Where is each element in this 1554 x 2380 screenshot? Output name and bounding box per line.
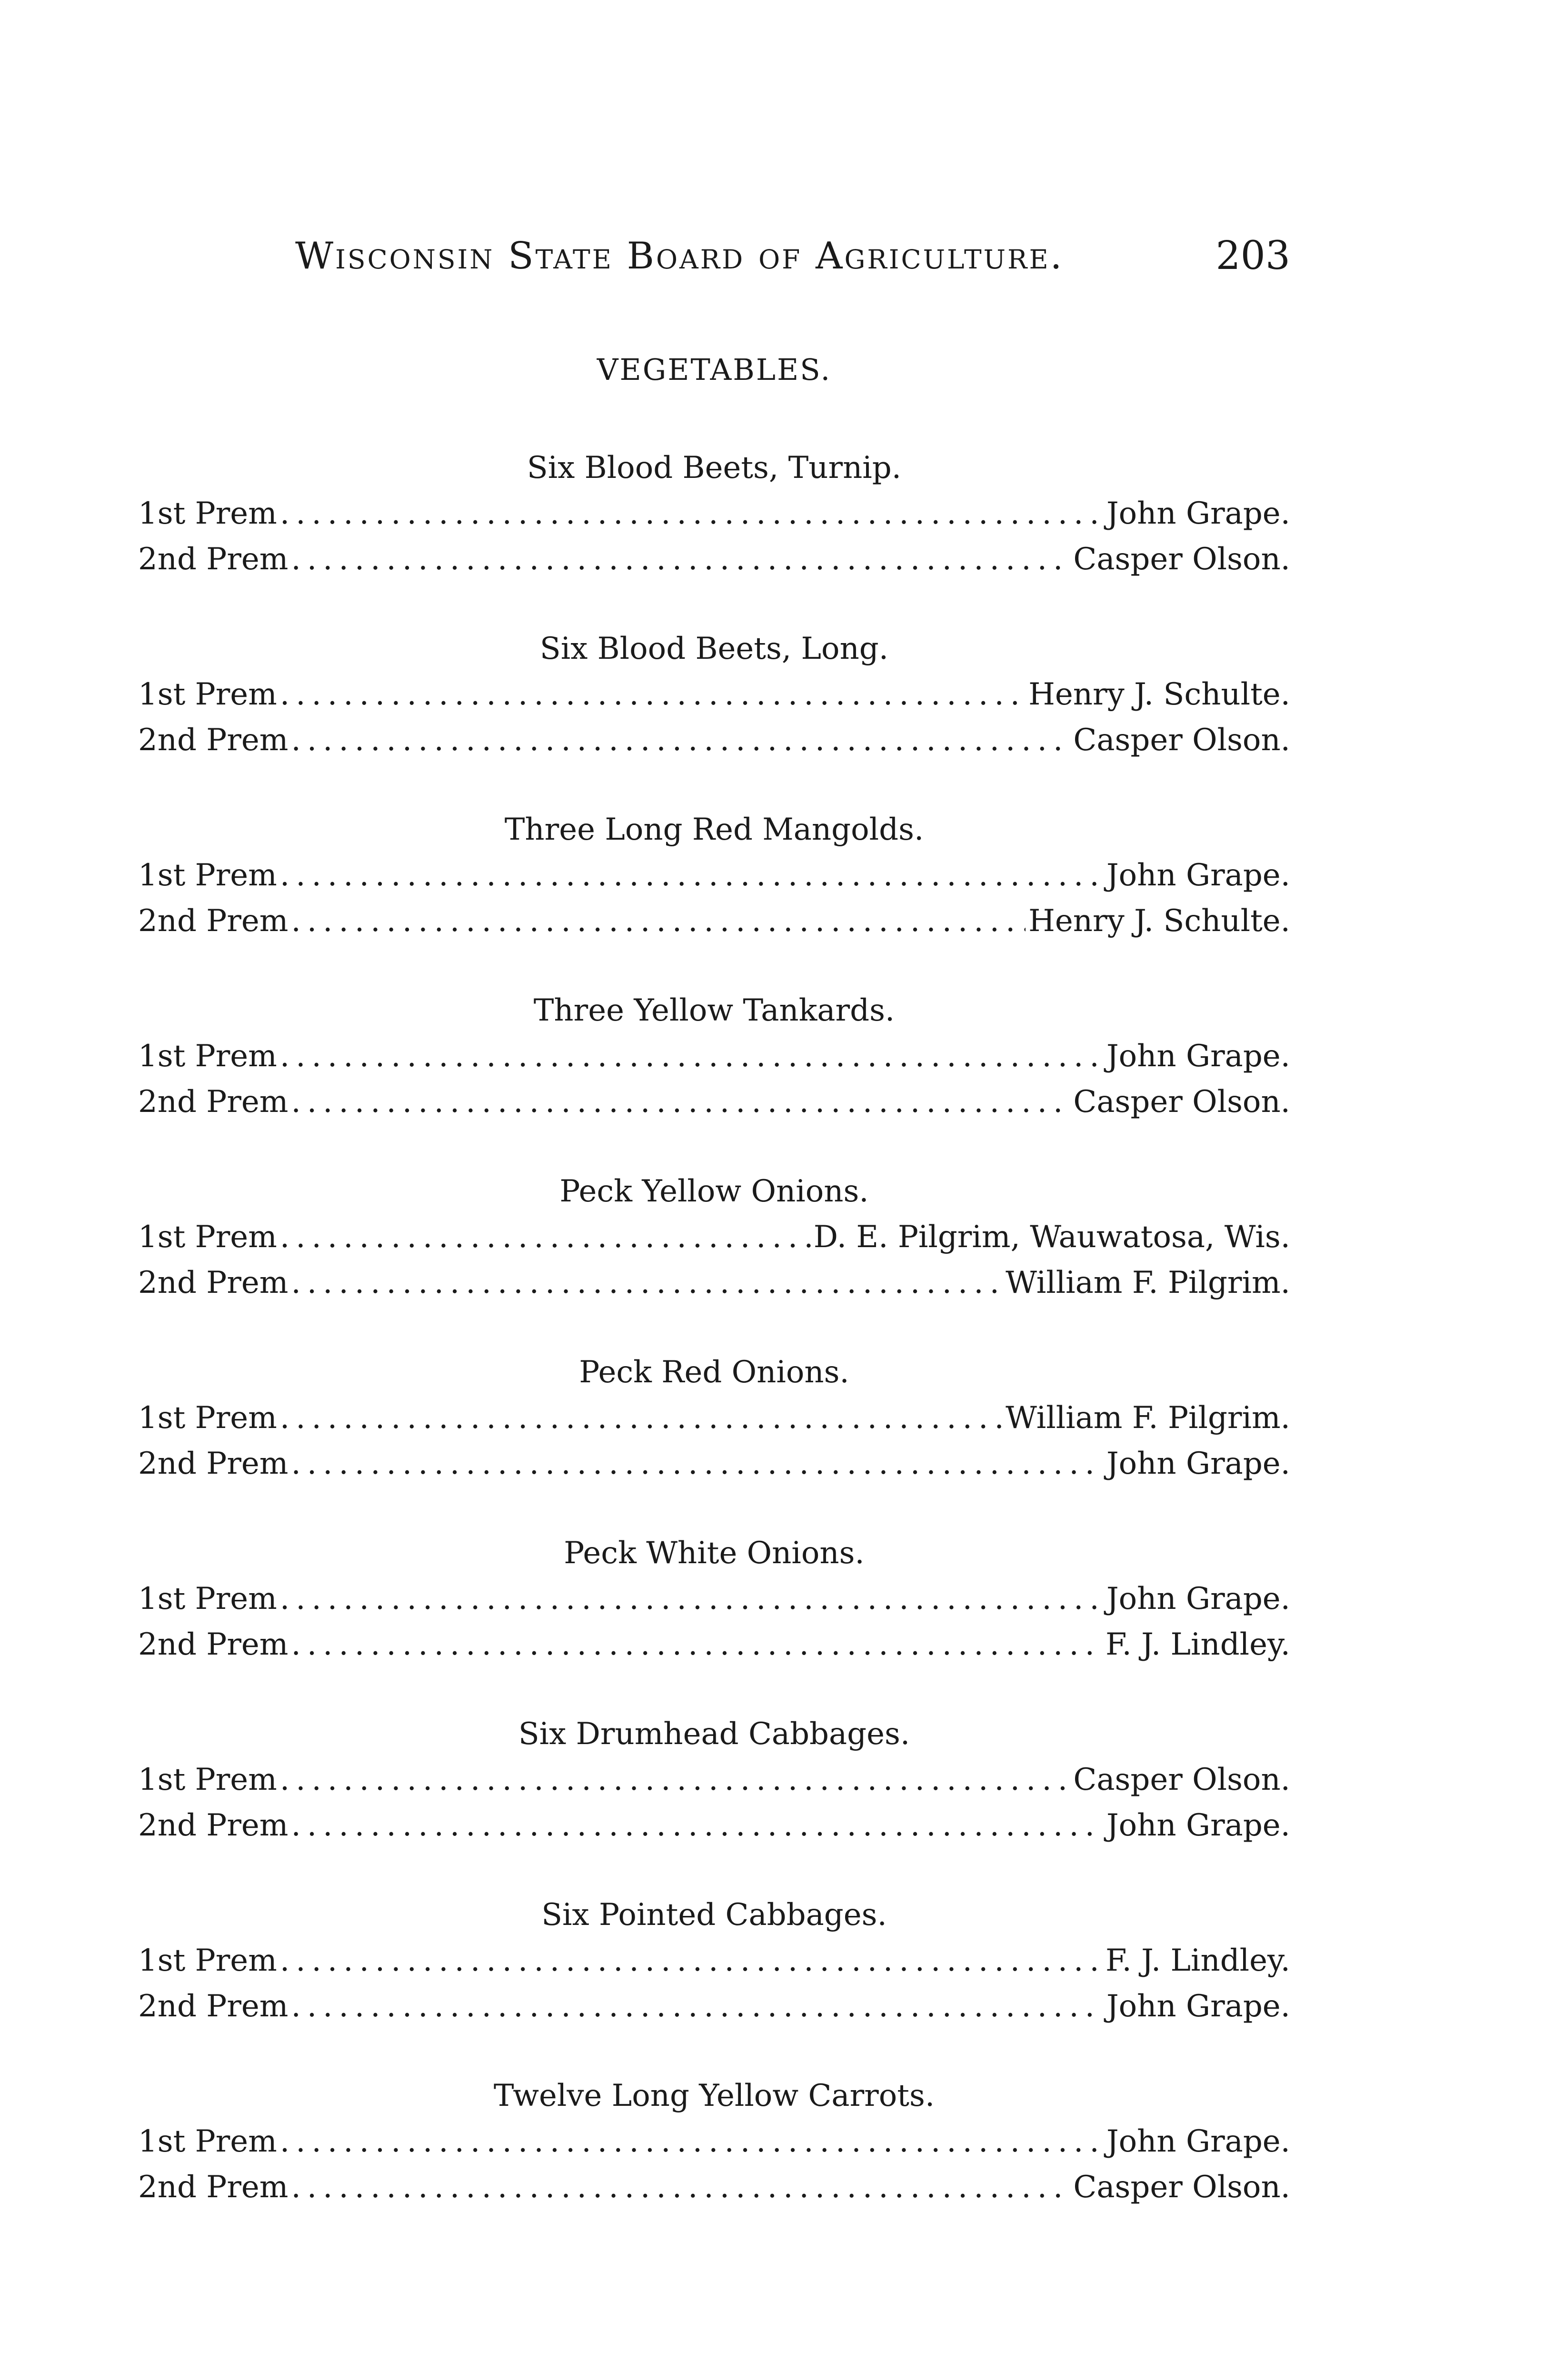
award-row: [138, 1260, 1290, 1306]
award-row: [138, 1757, 1290, 1803]
category-title: Peck Yellow Onions.: [559, 1174, 869, 1209]
winner-name: F. J. Lindley.: [1106, 1627, 1290, 1662]
award-label: 2nd Prem: [138, 1084, 289, 1120]
winner-name: John Grape.: [1106, 858, 1290, 893]
award-label: 1st Prem: [138, 1400, 277, 1436]
dot-leader: [291, 2164, 1070, 2210]
winner-name: Casper Olson.: [1073, 542, 1290, 577]
award-row: [138, 898, 1290, 944]
award-row: [138, 2164, 1290, 2210]
award-label: 1st Prem: [138, 677, 277, 712]
award-row: [138, 1395, 1290, 1441]
dot-leader: [291, 1079, 1070, 1125]
winner-name: William F. Pilgrim.: [1006, 1400, 1290, 1436]
dot-leader: [280, 1938, 1103, 1983]
award-label: 1st Prem: [138, 496, 277, 531]
winner-name: William F. Pilgrim.: [1006, 1265, 1290, 1300]
dot-leader: [280, 1757, 1071, 1803]
premium-category: [138, 1169, 1290, 1349]
dot-leader: [291, 536, 1070, 582]
award-label: 1st Prem: [138, 858, 277, 893]
running-title: Wisconsin State Board of Agriculture.: [295, 235, 1064, 278]
dot-leader: [280, 2119, 1104, 2164]
award-label: 2nd Prem: [138, 1808, 289, 1843]
category-title: Three Yellow Tankards.: [533, 993, 895, 1028]
premium-category: [138, 1711, 1290, 1892]
award-label: 2nd Prem: [138, 1627, 289, 1662]
premium-category: [138, 2073, 1290, 2254]
category-title: Six Pointed Cabbages.: [541, 1897, 887, 1933]
winner-name: John Grape.: [1106, 1581, 1290, 1616]
premium-category: [138, 807, 1290, 988]
award-row: [138, 1441, 1290, 1487]
category-title: Twelve Long Yellow Carrots.: [493, 2078, 935, 2113]
category-title: Three Long Red Mangolds.: [504, 812, 924, 847]
award-row: [138, 1214, 1290, 1260]
award-row: [138, 1033, 1290, 1079]
winner-name: John Grape.: [1106, 496, 1290, 531]
winner-name: Casper Olson.: [1073, 1084, 1290, 1120]
category-title: Peck Red Onions.: [579, 1355, 849, 1390]
dot-leader: [291, 898, 1026, 944]
award-label: 2nd Prem: [138, 903, 289, 939]
dot-leader: [280, 491, 1104, 536]
premium-category: [138, 1892, 1290, 2073]
dot-leader: [291, 1441, 1104, 1487]
dot-leader: [280, 1214, 811, 1260]
winner-name: Henry J. Schulte.: [1028, 903, 1290, 939]
dot-leader: [291, 1260, 1003, 1306]
award-label: 2nd Prem: [138, 1989, 289, 2024]
award-label: 2nd Prem: [138, 723, 289, 758]
winner-name: John Grape.: [1106, 2124, 1290, 2159]
category-title: Six Blood Beets, Turnip.: [527, 450, 902, 486]
winner-name: John Grape.: [1106, 1808, 1290, 1843]
premium-category: [138, 445, 1290, 626]
winner-name: Casper Olson.: [1073, 723, 1290, 758]
award-row: [138, 536, 1290, 582]
award-row: [138, 1938, 1290, 1983]
award-row: [138, 672, 1290, 717]
award-row: [138, 1576, 1290, 1622]
winner-name: F. J. Lindley.: [1106, 1943, 1290, 1978]
dot-leader: [280, 853, 1104, 898]
award-label: 2nd Prem: [138, 1446, 289, 1481]
dot-leader: [280, 1033, 1104, 1079]
premium-list: [138, 445, 1290, 2254]
award-label: 1st Prem: [138, 1039, 277, 1074]
running-header: [138, 228, 1290, 285]
winner-name: Henry J. Schulte.: [1028, 677, 1290, 712]
award-label: 1st Prem: [138, 1581, 277, 1616]
award-row: [138, 853, 1290, 898]
winner-name: John Grape.: [1106, 1446, 1290, 1481]
winner-name: Casper Olson.: [1073, 2170, 1290, 2205]
dot-leader: [280, 1576, 1104, 1622]
award-label: 1st Prem: [138, 2124, 277, 2159]
award-label: 2nd Prem: [138, 542, 289, 577]
category-title: Six Blood Beets, Long.: [539, 631, 889, 666]
dot-leader: [291, 1803, 1104, 1848]
award-label: 1st Prem: [138, 1943, 277, 1978]
category-title: Six Drumhead Cabbages.: [518, 1716, 910, 1752]
award-row: [138, 2119, 1290, 2164]
winner-name: John Grape.: [1106, 1989, 1290, 2024]
award-row: [138, 1983, 1290, 2029]
dot-leader: [291, 1983, 1104, 2029]
award-row: [138, 1622, 1290, 1667]
section-title: VEGETABLES.: [597, 352, 832, 387]
winner-name: Casper Olson.: [1073, 1762, 1290, 1797]
dot-leader: [291, 717, 1070, 763]
winner-name: John Grape.: [1106, 1039, 1290, 1074]
award-label: 1st Prem: [138, 1762, 277, 1797]
award-label: 1st Prem: [138, 1220, 277, 1255]
award-row: [138, 1803, 1290, 1848]
dot-leader: [280, 1395, 1003, 1441]
award-row: [138, 491, 1290, 536]
category-title: Peck White Onions.: [564, 1536, 865, 1571]
award-label: 2nd Prem: [138, 2170, 289, 2205]
award-row: [138, 1079, 1290, 1125]
page-number: 203: [1215, 233, 1290, 278]
premium-category: [138, 1530, 1290, 1711]
premium-category: [138, 1349, 1290, 1530]
award-row: [138, 717, 1290, 763]
premium-category: [138, 626, 1290, 807]
dot-leader: [280, 672, 1026, 717]
award-label: 2nd Prem: [138, 1265, 289, 1300]
winner-name: D. E. Pilgrim, Wauwatosa, Wis.: [813, 1220, 1290, 1255]
dot-leader: [291, 1622, 1103, 1667]
premium-category: [138, 988, 1290, 1169]
